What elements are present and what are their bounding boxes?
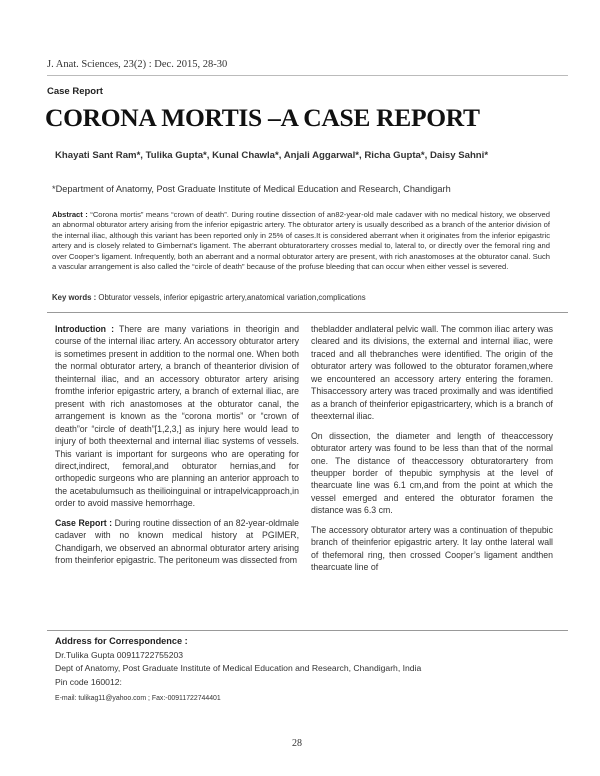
abstract bbox=[52, 210, 550, 272]
body-column-right bbox=[311, 323, 553, 574]
keywords bbox=[52, 293, 366, 302]
correspondence-pin: Pin code 160012: bbox=[55, 676, 122, 687]
header-divider bbox=[47, 75, 568, 76]
case-report-paragraph bbox=[55, 517, 299, 567]
abstract-divider bbox=[47, 312, 568, 313]
correspondence-department: Dept of Anatomy, Post Graduate Institute of Medical Education and Research, Chandigarh, India bbox=[55, 663, 422, 674]
body-column-left bbox=[55, 323, 299, 567]
page-number: 28 bbox=[292, 738, 302, 749]
case-report-text: During routine dissection of an 82-year-oldmale cadaver with no known medical history at PGIMER, Chandigarh, we observed an abnormal obturator artery arising from theinferior epigastric. The peritoneum was dissected from bbox=[55, 517, 299, 566]
abstract-label: Abstract : bbox=[52, 210, 88, 219]
introduction-paragraph bbox=[55, 323, 299, 510]
affiliation: *Department of Anatomy, Post Graduate Institute of Medical Education and Research, Chandigarh bbox=[52, 184, 451, 194]
introduction-label: Introduction : bbox=[55, 324, 115, 334]
footer-divider bbox=[47, 630, 568, 631]
journal-citation: J. Anat. Sciences, 23(2) : Dec. 2015, 28-30 bbox=[47, 59, 228, 70]
article-title: CORONA MORTIS –A CASE REPORT bbox=[45, 103, 480, 132]
body-paragraph: On dissection, the diameter and length of theaccessory obturator artery was found to be less than that of the normal one. The distance of theaccessory obturatorartery from theupper border of thepubic symphysis at the level of thearcuate line was 6.1 cm,and from the point at which the vessel emerged and entered the obturator foramen the distance was 6.3 cm. bbox=[311, 430, 553, 516]
correspondence-email: E-mail: tulikag11@yahoo.com ; Fax:-00911722744401 bbox=[55, 694, 221, 702]
keywords-label: Key words : bbox=[52, 293, 97, 302]
correspondence-name-phone: Dr.Tulika Gupta 00911722755203 bbox=[55, 649, 184, 660]
abstract-text: “Corona mortis” means “crown of death”. During routine dissection of an82-year-old male cadaver with no medical history, we observed an abnormal obturator artery arising from the inferior epigastric artery. The obturator artery is usually described as a branch of the anterior division of the internal iliac, although this variant has been reported only in 25% of cases.It is considered aberrant when it originates from the inferior epigastric artery and is closely related to Gimbernat’s ligament. The aberrant obturatorartery crosses medial to, lateral to, or directly over the femoral ring and over Cooper’s ligament. Infrequently, both an aberrant and a normal obturator artery are present, with rich anastomoses at the obturator canal. Such a vascular arrangement is also called the “circle of death” because of the profuse bleeding that can occur when either vessel is severed. bbox=[52, 210, 550, 272]
section-label: Case Report bbox=[47, 86, 103, 97]
body-paragraph: thebladder andlateral pelvic wall. The common iliac artery was cleared and its divisions, the external and internal iliac, were traced and all thebranches were identified. The origin of the obturator artery was followed to the obturator foramen,where we encountered an accessory artery entering the foramen. Thisaccessory artery was traced proximally and was identified as a branch of theinferior epigastricartery, which is a branch of theexternal iliac. bbox=[311, 324, 553, 422]
introduction-text: There are many variations in theorigin and course of the internal iliac artery. An accessory obturator artery is sometimes present in addition to the normal one. When both the normal obturator artery, a branch of theanterior division of theinternal iliac, and an accessory obturator artery arising fromthe inferior epigastric artery, a branch of external iliac, are present with rich anastomoses at the obturator canal, the arrangement is known as the “corona mortis” or “crown of death”or “circle of death”[1,2,3,] as injury here would lead to injury of both theexternal and internal iliac systems of vessels. This variant is important for surgeons who are operating for direct,indirect, femoral,and obturator hernias,and for orthopedic surgeons who are planning an anterior approach to the acetabulumsuch as theilioinguinal or intrapelvicapproach,in order to avoid massive hemorrhage. bbox=[55, 324, 299, 509]
correspondence-heading: Address for Correspondence : bbox=[55, 636, 188, 646]
body-paragraph: The accessory obturator artery was a continuation of thepubic branch of theinferior epigastric artery. It lay onthe lateral wall of thefemoral ring, then crossed Cooper’s ligament andthen thearcuate line of bbox=[311, 524, 553, 573]
case-report-label: Case Report : bbox=[55, 517, 113, 528]
author-list: Khayati Sant Ram*, Tulika Gupta*, Kunal Chawla*, Anjali Aggarwal*, Richa Gupta*, Daisy Sahni* bbox=[55, 150, 489, 161]
keywords-text: Obturator vessels, inferior epigastric artery,anatomical variation,complications bbox=[98, 293, 366, 302]
correspondence-block bbox=[55, 635, 565, 705]
